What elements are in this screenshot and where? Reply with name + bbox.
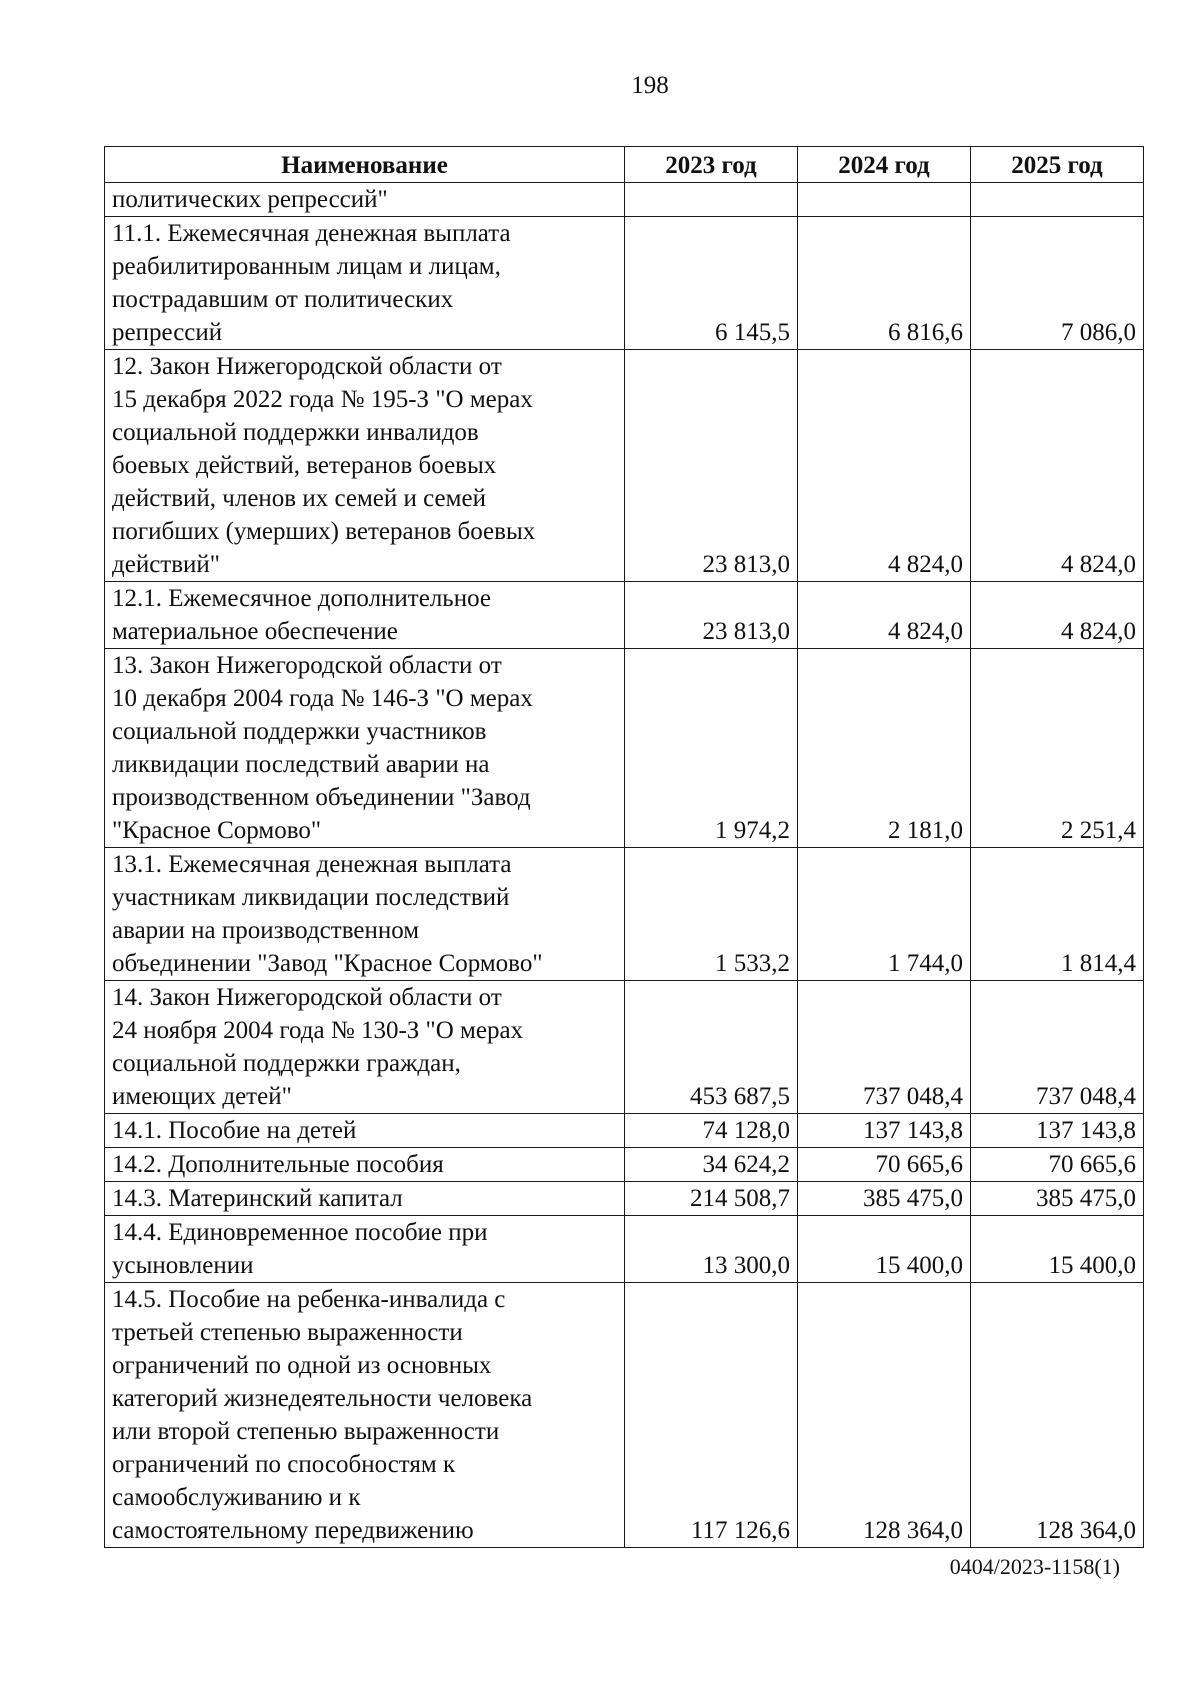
value-2025: 2 251,4 — [971, 649, 1144, 848]
table-row — [105, 649, 1144, 848]
table-body — [105, 183, 1144, 1548]
value-2025: 15 400,0 — [971, 1216, 1144, 1283]
value-2024: 4 824,0 — [798, 350, 971, 582]
value-2025: 385 475,0 — [971, 1182, 1144, 1216]
value-2024: 15 400,0 — [798, 1216, 971, 1283]
table-row — [105, 350, 1144, 582]
row-name: 14.5. Пособие на ребенка-инвалида с третьей степенью выраженности ограничений по одной из основных категорий жизнедеятельности человека или второй степенью выраженности ограничений по способностям к самообслуживанию и к самостоятельному передвижению — [105, 1283, 625, 1548]
value-2025: 137 143,8 — [971, 1114, 1144, 1148]
value-2024: 4 824,0 — [798, 582, 971, 649]
value-2023: 214 508,7 — [625, 1182, 798, 1216]
row-name: 12. Закон Нижегородской области от 15 декабря 2022 года № 195-З "О мерах социальной поддержки инвалидов боевых действий, ветеранов боевых действий, членов их семей и семей погибших (умерших) ветеранов боевых действий" — [105, 350, 625, 582]
value-2024 — [798, 183, 971, 217]
row-name: 14.4. Единовременное пособие при усыновлении — [105, 1216, 625, 1283]
value-2025: 4 824,0 — [971, 350, 1144, 582]
value-2024: 737 048,4 — [798, 981, 971, 1114]
table-row — [105, 1114, 1144, 1148]
value-2023: 23 813,0 — [625, 350, 798, 582]
table-row — [105, 1148, 1144, 1182]
value-2023: 13 300,0 — [625, 1216, 798, 1283]
budget-table — [104, 146, 1144, 1548]
header-2024: 2024 год — [798, 147, 971, 183]
value-2025: 1 814,4 — [971, 848, 1144, 981]
row-name: политических репрессий" — [105, 183, 625, 217]
row-name: 11.1. Ежемесячная денежная выплата реабилитированным лицам и лицам, пострадавшим от политических репрессий — [105, 217, 625, 350]
value-2024: 2 181,0 — [798, 649, 971, 848]
table-row — [105, 217, 1144, 350]
table-header — [105, 147, 1144, 183]
value-2025: 737 048,4 — [971, 981, 1144, 1114]
page-number: 198 — [631, 72, 669, 99]
value-2025 — [971, 183, 1144, 217]
value-2024: 70 665,6 — [798, 1148, 971, 1182]
value-2025: 128 364,0 — [971, 1283, 1144, 1548]
value-2023: 453 687,5 — [625, 981, 798, 1114]
document-code: 0404/2023-1158(1) — [949, 1554, 1120, 1579]
table-row — [105, 183, 1144, 217]
value-2023: 1 974,2 — [625, 649, 798, 848]
row-name: 14.3. Материнский капитал — [105, 1182, 625, 1216]
table-row — [105, 1283, 1144, 1548]
value-2023: 117 126,6 — [625, 1283, 798, 1548]
table-row — [105, 981, 1144, 1114]
row-name: 14.1. Пособие на детей — [105, 1114, 625, 1148]
value-2023: 6 145,5 — [625, 217, 798, 350]
table-row — [105, 1182, 1144, 1216]
header-2023: 2023 год — [625, 147, 798, 183]
row-name: 13.1. Ежемесячная денежная выплата участникам ликвидации последствий аварии на производственном объединении "Завод "Красное Сормово" — [105, 848, 625, 981]
value-2023: 74 128,0 — [625, 1114, 798, 1148]
table-row — [105, 848, 1144, 981]
table-header-row — [105, 147, 1144, 183]
value-2023: 1 533,2 — [625, 848, 798, 981]
value-2023 — [625, 183, 798, 217]
value-2023: 34 624,2 — [625, 1148, 798, 1182]
value-2024: 128 364,0 — [798, 1283, 971, 1548]
value-2024: 1 744,0 — [798, 848, 971, 981]
table-row — [105, 1216, 1144, 1283]
value-2025: 70 665,6 — [971, 1148, 1144, 1182]
value-2025: 4 824,0 — [971, 582, 1144, 649]
row-name: 12.1. Ежемесячное дополнительное материальное обеспечение — [105, 582, 625, 649]
value-2024: 385 475,0 — [798, 1182, 971, 1216]
value-2023: 23 813,0 — [625, 582, 798, 649]
value-2024: 6 816,6 — [798, 217, 971, 350]
row-name: 14. Закон Нижегородской области от 24 ноября 2004 года № 130-З "О мерах социальной поддержки граждан, имеющих детей" — [105, 981, 625, 1114]
row-name: 14.2. Дополнительные пособия — [105, 1148, 625, 1182]
row-name: 13. Закон Нижегородской области от 10 декабря 2004 года № 146-З "О мерах социальной поддержки участников ликвидации последствий аварии на производственном объединении "Завод "Красное Сормово" — [105, 649, 625, 848]
header-2025: 2025 год — [971, 147, 1144, 183]
value-2025: 7 086,0 — [971, 217, 1144, 350]
table-row — [105, 582, 1144, 649]
value-2024: 137 143,8 — [798, 1114, 971, 1148]
header-name: Наименование — [105, 147, 625, 183]
